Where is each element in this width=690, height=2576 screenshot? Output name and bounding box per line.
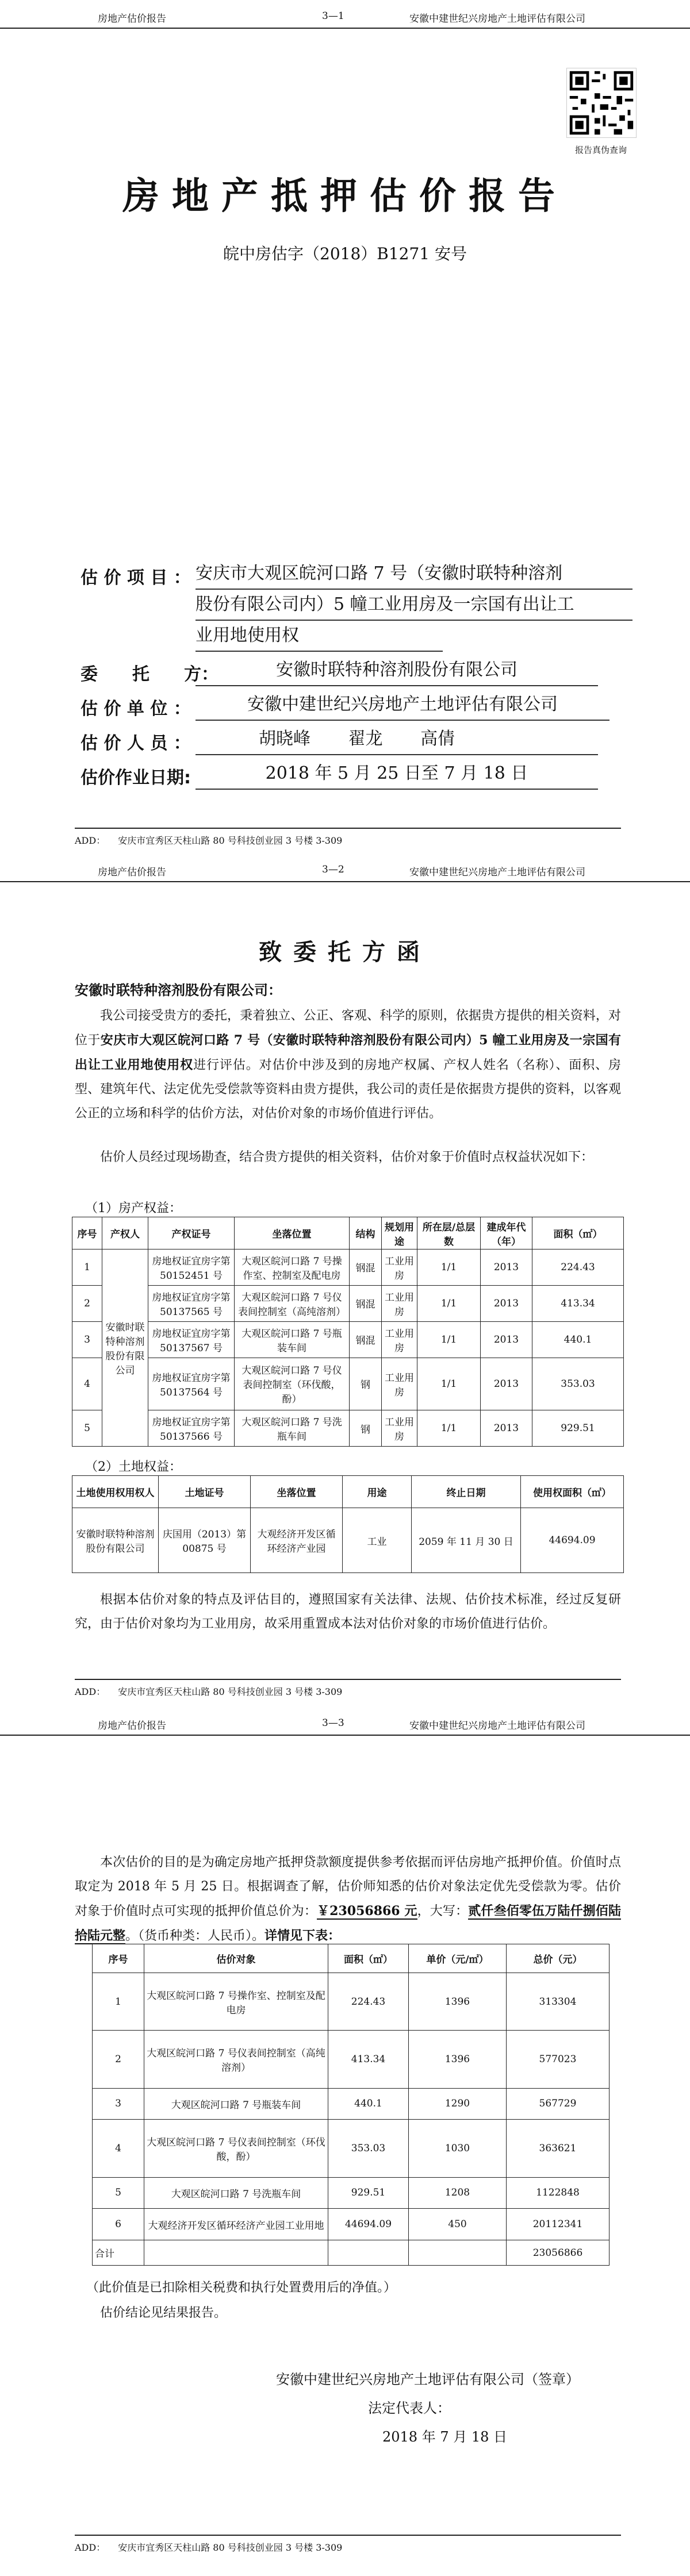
cell: 大观区皖河口路 7 号洗瓶车间 [144,2177,328,2209]
cell: 353.03 [532,1358,624,1410]
house-table [72,1217,624,1447]
val-th-price: 单价（元/㎡） [409,1944,507,1973]
cell-empty [328,2240,409,2266]
cell: 6 [93,2209,144,2240]
cell: 房地权证宜房字第 50152451 号 [148,1249,235,1286]
letter-title: 致委托方函 [259,939,431,966]
cell: 1 [72,1249,102,1286]
cell: 大观经济开发区循环经济产业园工业用地 [144,2209,328,2240]
cell: 大观区皖河口路 7 号仪表间控制室（高纯溶剂） [144,2031,328,2088]
footer-address: 安庆市宜秀区天柱山路 80 号科技创业园 3 号楼 3-309 [118,2542,343,2553]
header-company: 安徽中建世纪兴房地产土地评估有限公司 [409,867,585,878]
cell-empty [144,2240,328,2266]
cell: 1/1 [417,1358,481,1410]
cell: 413.34 [532,1285,624,1321]
document-number: 皖中房估字（2018）B1271 安号 [223,244,467,263]
p1-text-a: 我公司接受贵方的委托，秉着独立、公正、客观、科学的原则，依据贵方提供的相关资料，对位于 [75,1009,621,1048]
date-label: 估价作业日期: [80,768,191,788]
valuation-table-header [93,1944,610,1973]
appraiser-value: 安徽中建世纪兴房地产土地评估有限公司 [195,690,610,721]
cell: 庆国用（2013）第 00875 号 [159,1508,251,1573]
page-header [0,6,690,29]
cell: 2013 [481,1285,532,1321]
page-header [0,1713,690,1736]
house-th-location: 坐落位置 [235,1217,350,1249]
cell: 44694.09 [328,2209,409,2240]
land-th-end: 终止日期 [412,1476,521,1508]
header-page-number: 3—2 [322,864,344,875]
p4-total-figure: ￥23056866 元 [317,1904,417,1918]
house-th-owner: 产权人 [102,1217,148,1249]
footer-address: 安庆市宜秀区天柱山路 80 号科技创业园 3 号楼 3-309 [118,835,343,846]
cell: 450 [409,2209,507,2240]
letter-paragraph-3: 根据本估价对象的特点及评估目的，遵照国家有关法律、法规、估价技术标准，经过反复研究，由于估价对象均为工业用房，故采用重置成本法对估价对象的市场价值进行估价。 [75,1593,621,1631]
house-th-no: 序号 [72,1217,102,1249]
cell: 大观区皖河口路 7 号洗瓶车间 [235,1410,350,1447]
cell-empty [409,2240,507,2266]
cell: 5 [72,1410,102,1447]
cell: 440.1 [328,2088,409,2120]
p4-text-a: 本次估价的目的是为确定房地产抵押贷款额度提供参考依据而评估房地产抵押价值。价值时点取定为 2018 年 5 月 25 日。根据调查了解，估价师知悉的估价对象法定优先受偿款为零。估价对象于价值时点可实现的抵押价值总价为： [75,1855,621,1918]
client-value: 安徽时联特种溶剂股份有限公司 [195,655,598,686]
cell: 房地权证宜房字第 50137564 号 [148,1358,235,1410]
cell: 大观经济开发区循环经济产业园 [251,1508,343,1573]
p4-text-e: 。（货币种类：人民币）。 [125,1929,265,1943]
valuation-table [92,1944,610,2266]
table-row [72,1508,624,1573]
cell: 大观区皖河口路 7 号瓶装车间 [235,1321,350,1358]
cell: 353.03 [328,2120,409,2177]
cell: 567729 [507,2088,610,2120]
header-left: 房地产估价报告 [98,1720,166,1732]
land-table-header [72,1476,624,1508]
p4-total-words: 贰仟叁佰零伍万陆仟捌佰陆拾陆元整 [75,1904,621,1943]
date-value: 2018 年 5 月 25 日至 7 月 18 日 [195,759,598,790]
letter-page-continued [0,1707,690,2576]
page-footer [75,828,621,849]
cell: 工业用房 [382,1285,417,1321]
table-row [93,1973,610,2031]
cell: 1396 [409,2031,507,2088]
cell: 1030 [409,2120,507,2177]
cover-page [0,0,690,853]
p1-text-bold: 安庆市大观区皖河口路 7 号（安徽时联特种溶剂股份有限公司内）5 幢工业用房及一宗国有出让工业用地使用权 [75,1033,621,1072]
object-line-3: 业用地使用权 [195,621,443,652]
cell: 4 [93,2120,144,2177]
total-value: 23056866 [507,2240,610,2266]
qr-code-icon[interactable] [566,68,637,138]
house-th-structure: 结构 [350,1217,382,1249]
land-table [72,1475,624,1573]
cell: 440.1 [532,1321,624,1358]
cell: 钢 [350,1358,382,1410]
sign-company: 安徽中建世纪兴房地产土地评估有限公司（签章） [276,2371,580,2387]
object-line-1: 安庆市大观区皖河口路 7 号（安徽时联特种溶剂 [195,559,632,590]
closing-line: 估价结论见结果报告。 [100,2306,227,2320]
table-row [72,1410,624,1447]
val-th-no: 序号 [93,1944,144,1973]
cell: 4 [72,1358,102,1410]
appraiser-label: 估 价 单 位 ： [80,699,191,719]
cell: 1290 [409,2088,507,2120]
table-row [93,2120,610,2177]
letter-paragraph-2: 估价人员经过现场勘查，结合贵方提供的相关资料，估价对象于价值时点权益状况如下： [100,1150,594,1164]
footer-label: ADD： [75,2542,106,2553]
house-th-floor: 所在层/总层数 [417,1217,481,1249]
p4-text-f: 详情见下表： [264,1928,341,1943]
cell: 房地权证宜房字第 50137566 号 [148,1410,235,1447]
cell: 363621 [507,2120,610,2177]
cell: 1122848 [507,2177,610,2209]
cell: 2013 [481,1321,532,1358]
cell: 224.43 [532,1249,624,1286]
cell: 2 [93,2031,144,2088]
header-company: 安徽中建世纪兴房地产土地评估有限公司 [409,13,585,25]
cell: 224.43 [328,1973,409,2031]
house-th-use: 规划用途 [382,1217,417,1249]
table-row [93,2209,610,2240]
cell: 大观区皖河口路 7 号操作室、控制室及配电房 [235,1249,350,1286]
cell: 钢混 [350,1285,382,1321]
cell: 2059 年 11 月 30 日 [412,1508,521,1573]
land-th-use: 用途 [343,1476,412,1508]
letter-paragraph-4 [75,1851,621,1948]
cell: 工业用房 [382,1321,417,1358]
cell: 1/1 [417,1285,481,1321]
cell: 工业 [343,1508,412,1573]
cell: 大观区皖河口路 7 号仪表间控制室（环伐酸，酚） [235,1358,350,1410]
page-header [0,859,690,882]
cell: 413.34 [328,2031,409,2088]
table-row [72,1249,624,1286]
table-row [93,2088,610,2120]
table-row [72,1285,624,1321]
table-total-row [93,2240,610,2266]
staff-2: 翟龙 [348,729,383,749]
letter-recipient: 安徽时联特种溶剂股份有限公司： [75,982,282,998]
sign-date: 2018 年 7 月 18 日 [382,2429,508,2445]
cell: 1208 [409,2177,507,2209]
house-table-header [72,1217,624,1249]
land-th-location: 坐落位置 [251,1476,343,1508]
land-th-area: 使用权面积（㎡） [521,1476,624,1508]
table-row [72,1358,624,1410]
cell: 钢 [350,1410,382,1447]
cell: 5 [93,2177,144,2209]
cell: 2 [72,1285,102,1321]
house-th-year: 建成年代（年） [481,1217,532,1249]
p4-text-c: ，大写： [417,1904,469,1918]
cell: 大观区皖河口路 7 号瓶装车间 [144,2088,328,2120]
land-th-owner: 土地使用权用权人 [72,1476,159,1508]
client-label: 委 托 方： [80,664,218,685]
table-row [93,2031,610,2088]
header-left: 房地产估价报告 [98,13,166,25]
val-th-area: 面积（㎡） [328,1944,409,1973]
cell: 大观区皖河口路 7 号仪表间控制室（环伐酸，酚） [144,2120,328,2177]
cell: 44694.09 [521,1508,624,1573]
staff-1: 胡晓峰 [259,729,310,749]
cell: 房地权证宜房字第 50137565 号 [148,1285,235,1321]
page-footer [75,1679,621,1701]
cell: 房地权证宜房字第 50137567 号 [148,1321,235,1358]
land-th-cert: 土地证号 [159,1476,251,1508]
cell: 1 [93,1973,144,2031]
cell: 20112341 [507,2209,610,2240]
staff-label: 估 价 人 员 ： [80,733,191,753]
house-caption: （1）房产权益： [85,1201,182,1216]
cell: 1/1 [417,1321,481,1358]
val-th-total: 总价（元） [507,1944,610,1973]
cell: 3 [72,1321,102,1358]
cell: 1/1 [417,1410,481,1447]
cell: 工业用房 [382,1358,417,1410]
header-company: 安徽中建世纪兴房地产土地评估有限公司 [409,1720,585,1732]
header-left: 房地产估价报告 [98,867,166,878]
cell: 安徽时联特种溶剂股份有限公司 [72,1508,159,1573]
staff-3: 高倩 [420,729,455,749]
table-row [72,1321,624,1358]
val-th-object: 估价对象 [144,1944,328,1973]
footer-label: ADD： [75,835,106,846]
cell: 1/1 [417,1249,481,1286]
cell: 313304 [507,1973,610,2031]
footer-address: 安庆市宜秀区天柱山路 80 号科技创业园 3 号楼 3-309 [118,1686,343,1697]
header-page-number: 3—1 [322,10,344,22]
letter-paragraph-1 [75,1004,621,1126]
qr-caption: 报告真伪查询 [574,145,627,155]
table-row [93,2177,610,2209]
value-note: （此价值是已扣除相关税费和执行处置费用后的净值。） [86,2281,397,2295]
cell: 工业用房 [382,1249,417,1286]
object-line-2: 股份有限公司内）5 幢工业用房及一宗国有出让工 [195,590,632,621]
house-th-area: 面积（㎡） [532,1217,624,1249]
cell: 929.51 [532,1410,624,1447]
header-page-number: 3—3 [322,1717,344,1729]
p1-text-c: 进行评估。对估价中涉及到的房地产权属、产权人姓名（名称）、面积、房型、建筑年代、法定优先受偿款等资料由贵方提供，我公司的责任是依据贵方提供的资料，以客观公正的立场和科学的估价方法，对估价对象的市场价值进行评估。 [75,1058,621,1121]
letter-page [0,853,690,1707]
page-title: 房地产抵押估价报告 [122,175,568,218]
page-footer [75,2535,621,2556]
cell: 929.51 [328,2177,409,2209]
footer-label: ADD： [75,1686,106,1697]
cell: 大观区皖河口路 7 号仪表间控制室（高纯溶剂） [235,1285,350,1321]
cell: 工业用房 [382,1410,417,1447]
cell: 大观区皖河口路 7 号操作室、控制室及配电房 [144,1973,328,2031]
owner-cell: 安徽时联特种溶剂股份有限公司 [102,1249,148,1447]
house-th-cert: 产权证号 [148,1217,235,1249]
cell: 钢混 [350,1249,382,1286]
cell: 2013 [481,1358,532,1410]
staff-value [195,724,598,755]
cell: 钢混 [350,1321,382,1358]
land-caption: （2）土地权益： [85,1460,182,1474]
object-label: 估 价 项 目 ： [80,568,191,588]
sign-representative: 法定代表人： [368,2400,451,2416]
cell: 2013 [481,1249,532,1286]
cell: 3 [93,2088,144,2120]
cell: 2013 [481,1410,532,1447]
total-label: 合计 [93,2240,144,2266]
cell: 577023 [507,2031,610,2088]
cell: 1396 [409,1973,507,2031]
